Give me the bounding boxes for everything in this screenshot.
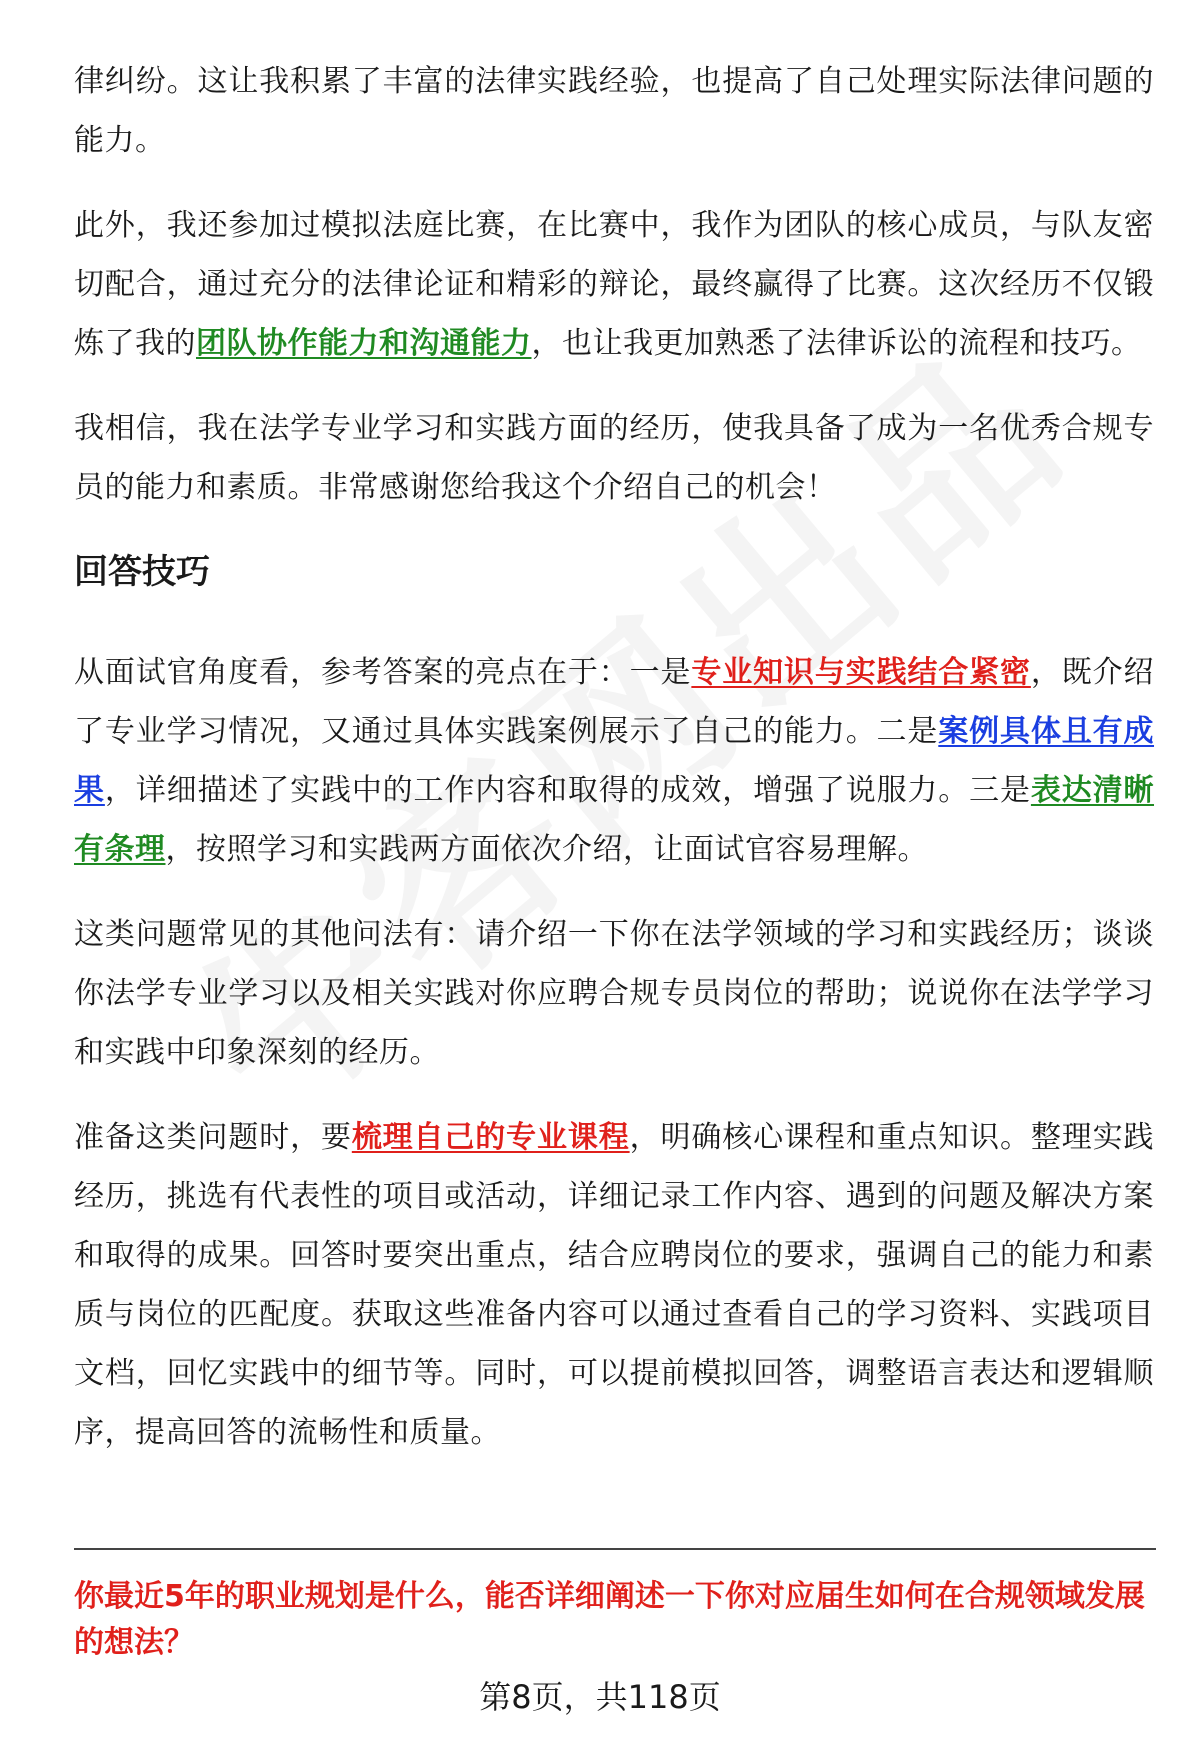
- paragraph-text: 这类问题常见的其他问法有：请介绍一下你在法学领域的学习和实践经历；谈谈你法学专业学习以及相关实践对你应聘合规专员岗位的帮助；说说你在法学学习和实践中印象深刻的经历。: [74, 917, 1154, 1070]
- page-number: 第8页，共118页: [479, 1678, 721, 1716]
- highlight-green: 团队协作能力和沟通能力: [196, 326, 532, 361]
- paragraph-text: 律纠纷。这让我积累了丰富的法律实践经验，也提高了自己处理实际法律问题的能力。: [74, 64, 1154, 158]
- paragraph-text: ，也让我更加熟悉了法律诉讼的流程和技巧。: [531, 326, 1142, 361]
- highlight-red: 梳理自己的专业课程: [351, 1120, 630, 1155]
- paragraph: [74, 196, 1154, 373]
- paragraph-text: 我相信，我在法学专业学习和实践方面的经历，使我具备了成为一名优秀合规专员的能力和素质。非常感谢您给我这个介绍自己的机会！: [74, 411, 1154, 505]
- highlight-green: 表达清晰有条理: [74, 773, 1155, 867]
- paragraph: [74, 52, 1154, 170]
- paragraph-text: ，按照学习和实践两方面依次介绍，让面试官容易理解。: [165, 832, 928, 867]
- section-heading: 回答技巧: [74, 552, 210, 592]
- next-question: 你最近5年的职业规划是什么，能否详细阐述一下你对应届生如何在合规领域发展的想法？: [74, 1579, 1145, 1660]
- paragraph-text: 从面试官角度看，参考答案的亮点在于：一是: [74, 655, 692, 690]
- paragraph-text: ，既介绍了专业学习情况，又通过具体实践案例展示了自己的能力。二是: [74, 655, 1155, 749]
- highlight-blue: 案例具体且有成果: [74, 714, 1155, 808]
- divider: [74, 1548, 1156, 1550]
- paragraph: [74, 1108, 1154, 1462]
- highlight-red: 专业知识与实践结合紧密: [691, 655, 1031, 690]
- paragraph: [74, 905, 1154, 1082]
- paragraph-text: ，明确核心课程和重点知识。整理实践经历，挑选有代表性的项目或活动，详细记录工作内容、遇到的问题及解决方案和取得的成果。回答时要突出重点，结合应聘岗位的要求，强调自己的能力和素质与岗位的匹配度。获取这些准备内容可以通过查看自己的学习资料、实践项目文档，回忆实践中的细节等。同时，可以提前模拟回答，调整语言表达和逻辑顺序，提高回答的流畅性和质量。: [74, 1120, 1155, 1450]
- paragraph-text: 此外，我还参加过模拟法庭比赛，在比赛中，我作为团队的核心成员，与队友密切配合，通过充分的法律论证和精彩的辩论，最终赢得了比赛。这次经历不仅锻炼了我的: [74, 208, 1154, 361]
- main-content: [74, 52, 1154, 1488]
- paragraph-text: ，详细描述了实践中的工作内容和取得的成效，增强了说服力。三是: [104, 773, 1031, 808]
- paragraph-text: 准备这类问题时，要: [74, 1120, 352, 1155]
- paragraph: [74, 399, 1154, 517]
- paragraph: [74, 643, 1154, 879]
